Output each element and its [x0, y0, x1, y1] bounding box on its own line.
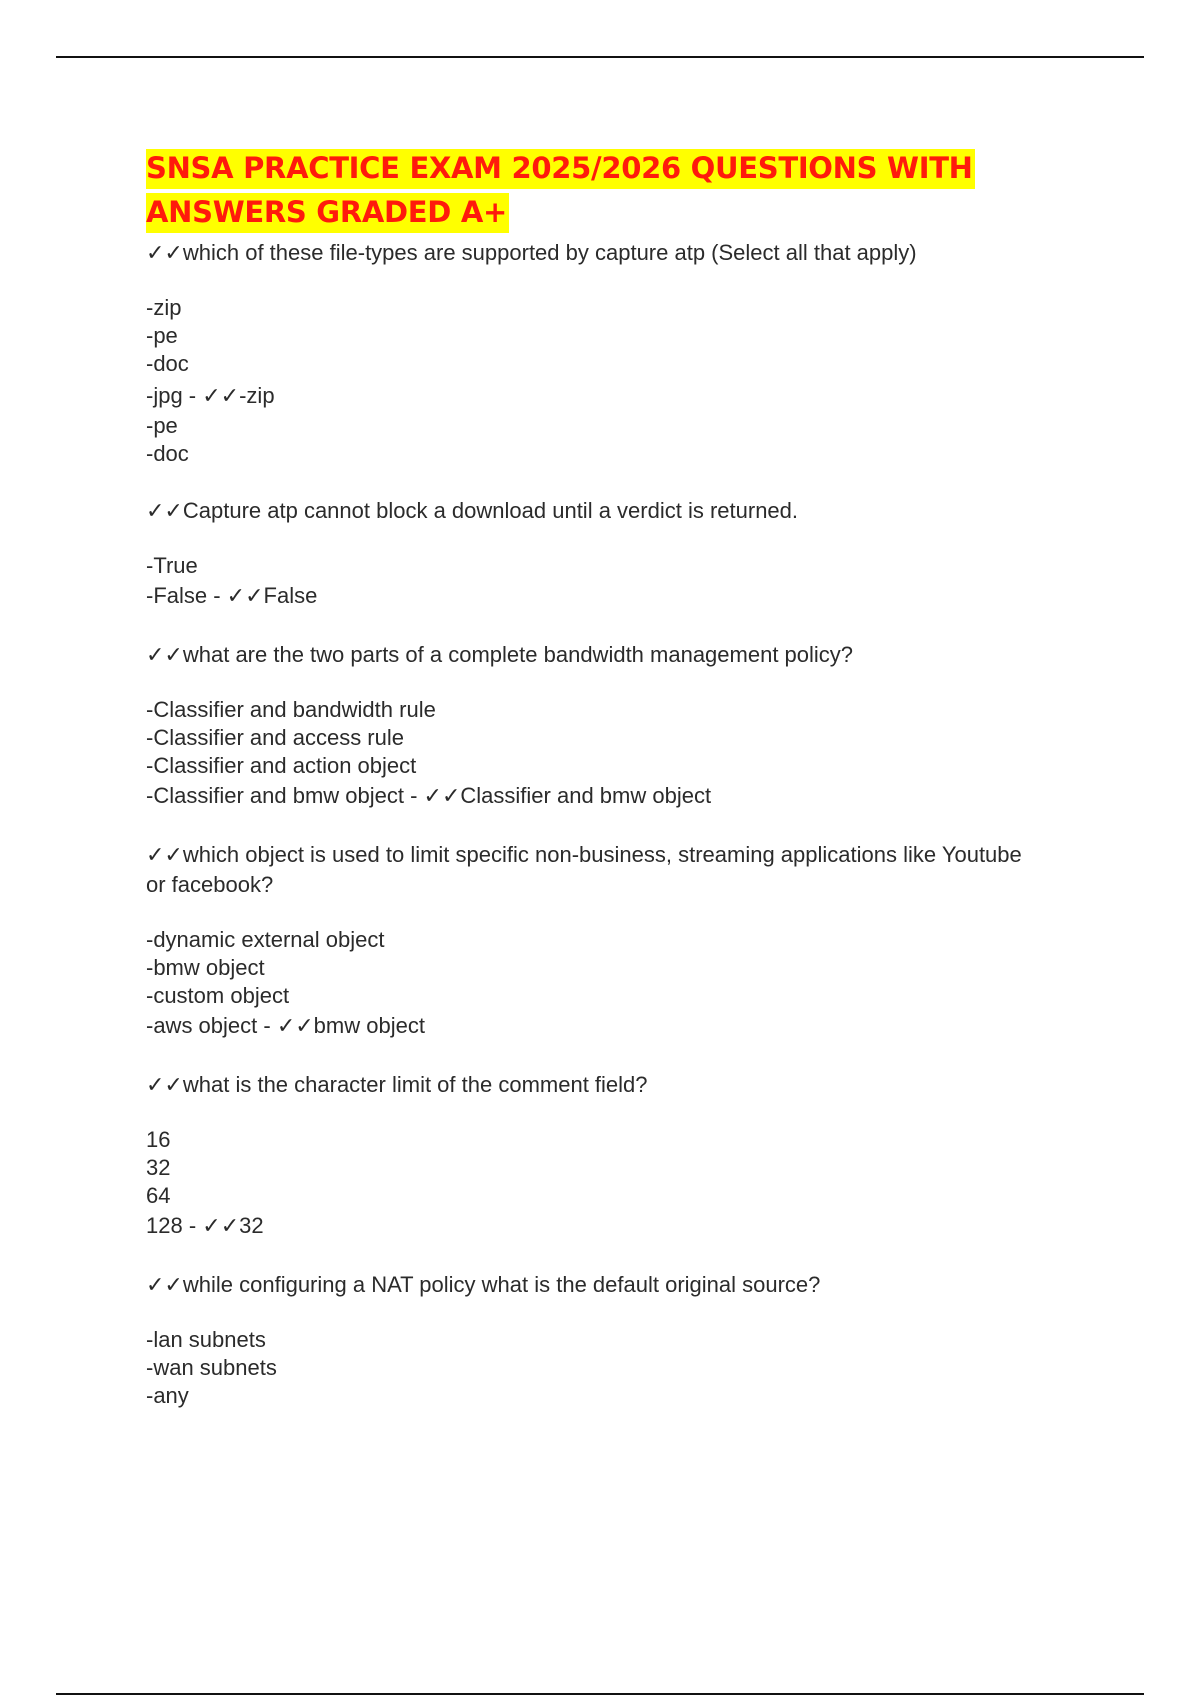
title-highlight: SNSA PRACTICE EXAM 2025/2026 QUESTIONS WITH ANSWERS GRADED A+: [146, 149, 975, 233]
option-list: [146, 552, 1046, 612]
option-item: -dynamic external object: [146, 927, 385, 952]
question-block-1: [146, 238, 1046, 468]
option-item: -any: [146, 1383, 189, 1408]
option-item-answer: -jpg - ✓✓-zip: [146, 383, 275, 408]
option-item: -doc: [146, 441, 189, 466]
option-item: 64: [146, 1183, 171, 1208]
question-block-5: [146, 1070, 1046, 1242]
document-body: [146, 146, 1046, 1438]
option-list: [146, 1326, 1046, 1410]
option-item: -True: [146, 553, 198, 578]
option-item-answer: -aws object - ✓✓bmw object: [146, 1013, 425, 1038]
option-item: -zip: [146, 295, 182, 320]
option-item: -custom object: [146, 983, 290, 1008]
option-item: 16: [146, 1127, 171, 1152]
question-block-3: [146, 640, 1046, 812]
question-block-2: [146, 496, 1046, 612]
option-item: -Classifier and action object: [146, 753, 417, 778]
question-block-6: [146, 1270, 1046, 1410]
option-list: [146, 926, 1046, 1042]
option-item: -pe: [146, 413, 178, 438]
option-list: [146, 294, 1046, 468]
option-item-answer: 128 - ✓✓32: [146, 1213, 264, 1238]
option-list: [146, 696, 1046, 812]
option-item-answer: -Classifier and bmw object - ✓✓Classifier and bmw object: [146, 783, 712, 808]
question-block-4: [146, 840, 1046, 1042]
question-text: ✓✓while configuring a NAT policy what is the default original source?: [146, 1272, 821, 1297]
option-list: [146, 1126, 1046, 1242]
option-item: -Classifier and access rule: [146, 725, 404, 750]
option-item: 32: [146, 1155, 171, 1180]
question-text: ✓✓which of these file-types are supported by capture atp (Select all that apply): [146, 240, 917, 265]
question-text: ✓✓what is the character limit of the comment field?: [146, 1072, 648, 1097]
option-item: -doc: [146, 351, 189, 376]
top-rule: [56, 56, 1144, 58]
option-item: -pe: [146, 323, 178, 348]
question-text: ✓✓which object is used to limit specific non-business, streaming applications like Youtube or facebook?: [146, 842, 1022, 897]
question-text: ✓✓what are the two parts of a complete bandwidth management policy?: [146, 642, 854, 667]
question-text: ✓✓Capture atp cannot block a download until a verdict is returned.: [146, 498, 799, 523]
option-item: -Classifier and bandwidth rule: [146, 697, 436, 722]
option-item: -lan subnets: [146, 1327, 266, 1352]
bottom-rule: [56, 1693, 1144, 1695]
option-item: -bmw object: [146, 955, 265, 980]
option-item-answer: -False - ✓✓False: [146, 583, 318, 608]
option-item: -wan subnets: [146, 1355, 277, 1380]
document-title: [146, 146, 1046, 234]
